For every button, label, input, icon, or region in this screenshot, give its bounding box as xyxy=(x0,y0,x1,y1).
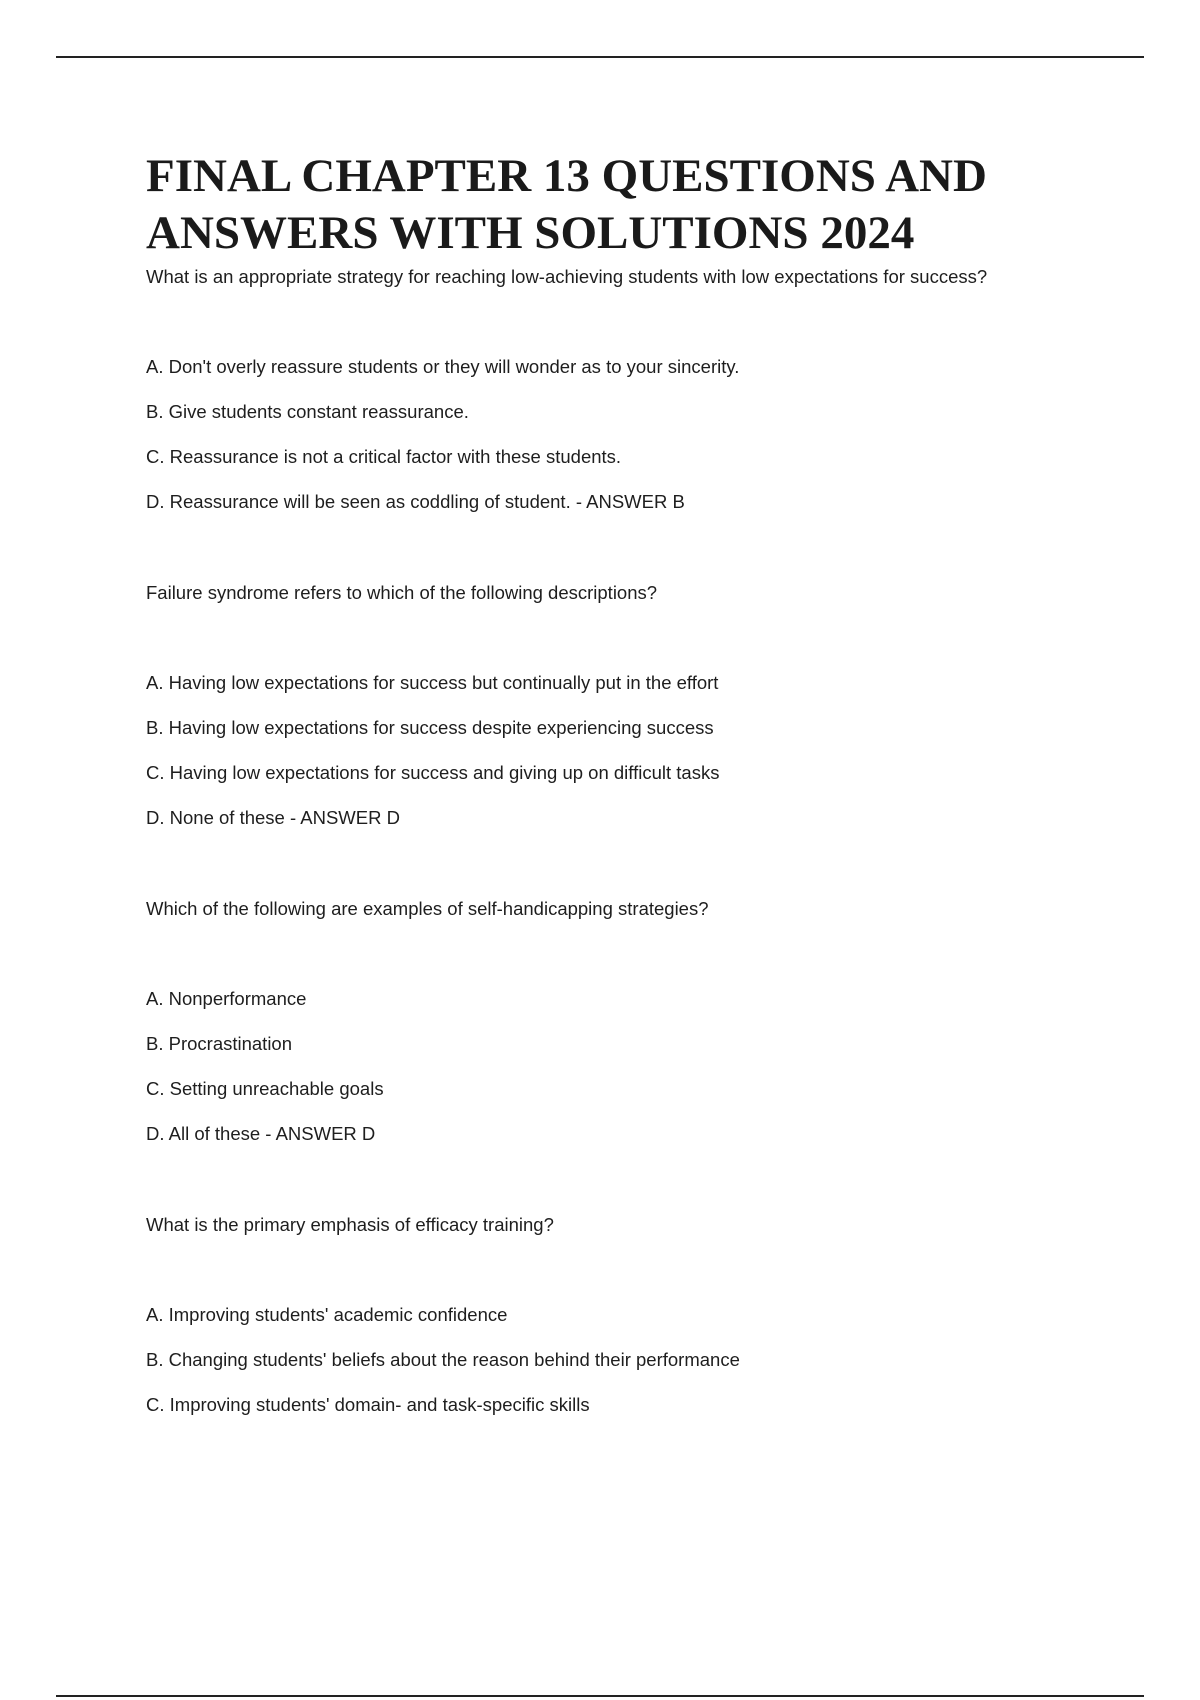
bottom-rule xyxy=(56,1695,1144,1697)
title-line-2: ANSWERS WITH SOLUTIONS 2024 xyxy=(146,207,915,259)
option-b: B. Give students constant reassurance. xyxy=(146,401,469,422)
question-text: What is the primary emphasis of efficacy training? xyxy=(146,1214,554,1235)
question-2 xyxy=(146,580,1126,831)
option-a: A. Nonperformance xyxy=(146,988,307,1009)
answer-options xyxy=(146,1302,1126,1418)
answer-options xyxy=(146,670,1126,831)
option-c: C. Reassurance is not a critical factor with these students. xyxy=(146,446,622,467)
question-1 xyxy=(146,264,1126,515)
question-3 xyxy=(146,896,1126,1147)
option-a: A. Having low expectations for success but continually put in the effort xyxy=(146,672,719,693)
question-4 xyxy=(146,1212,1126,1418)
option-b: B. Changing students' beliefs about the reason behind their performance xyxy=(146,1349,740,1370)
option-b: B. Procrastination xyxy=(146,1033,293,1054)
option-d: D. All of these - ANSWER D xyxy=(146,1123,376,1144)
option-c: C. Improving students' domain- and task-specific skills xyxy=(146,1394,590,1415)
option-d: D. Reassurance will be seen as coddling of student. - ANSWER B xyxy=(146,491,685,512)
option-a: A. Improving students' academic confidence xyxy=(146,1304,508,1325)
question-text: Which of the following are examples of self-handicapping strategies? xyxy=(146,898,709,919)
title-line-1: FINAL CHAPTER 13 QUESTIONS AND xyxy=(146,150,987,202)
option-b: B. Having low expectations for success despite experiencing success xyxy=(146,717,714,738)
top-rule xyxy=(56,56,1144,58)
document-body xyxy=(146,148,1126,1418)
document-title xyxy=(146,148,1126,262)
answer-options xyxy=(146,986,1126,1147)
answer-options xyxy=(146,354,1126,515)
option-c: C. Having low expectations for success and giving up on difficult tasks xyxy=(146,762,720,783)
option-c: C. Setting unreachable goals xyxy=(146,1078,384,1099)
question-text: What is an appropriate strategy for reaching low-achieving students with low expectations for success? xyxy=(146,266,988,287)
option-d: D. None of these - ANSWER D xyxy=(146,807,400,828)
option-a: A. Don't overly reassure students or they will wonder as to your sincerity. xyxy=(146,356,740,377)
question-text: Failure syndrome refers to which of the following descriptions? xyxy=(146,582,658,603)
